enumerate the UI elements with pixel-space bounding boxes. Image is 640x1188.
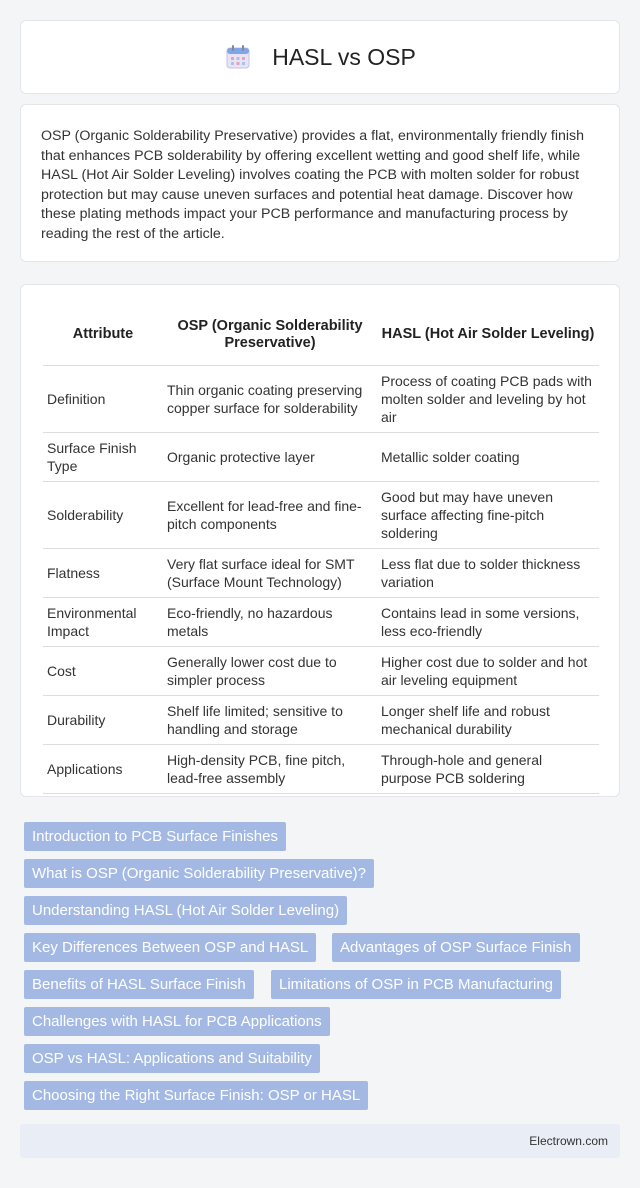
page-title: HASL vs OSP bbox=[272, 43, 416, 70]
intro-text: OSP (Organic Solderability Preservative) provides a flat, environmentally friendly finish that enhances PCB solderability by offering excellent wetting and good shelf life, while HASL (Hot Air Solder Leveling) involves coating the PCB with molten solder for robust protection but may cause uneven surfaces and potential heat damage. Discover how these plating methods impact your PCB performance and manufacturing process by reading the rest of the article. bbox=[41, 128, 585, 242]
table-cell: Surface Finish Type bbox=[43, 432, 163, 481]
table-cell: Shelf life limited; sensitive to handling and storage bbox=[163, 695, 377, 744]
link-understanding-hasl[interactable]: Understanding HASL (Hot Air Solder Leveling) bbox=[24, 896, 347, 925]
table-cell: Applications bbox=[43, 744, 163, 793]
table-cell: Definition bbox=[43, 365, 163, 432]
table-cell: Very flat surface ideal for SMT (Surface Mount Technology) bbox=[163, 548, 377, 597]
link-choosing-finish[interactable]: Choosing the Right Surface Finish: OSP or HASL bbox=[24, 1081, 368, 1110]
table-cell: Eco-friendly, no hazardous metals bbox=[163, 597, 377, 646]
table-cell: Process of coating PCB pads with molten solder and leveling by hot air bbox=[377, 365, 599, 432]
table-row bbox=[43, 365, 599, 432]
table-cell: Thin organic coating preserving copper surface for solderability bbox=[163, 365, 377, 432]
table-cell: Generally lower cost due to simpler process bbox=[163, 646, 377, 695]
table-row bbox=[43, 481, 599, 548]
table-cell: Cost bbox=[43, 646, 163, 695]
calendar-icon bbox=[224, 43, 252, 71]
column-header: OSP (Organic Solderability Preservative) bbox=[163, 303, 377, 365]
link-challenges-hasl[interactable]: Challenges with HASL for PCB Applications bbox=[24, 1007, 330, 1036]
table-cell: Flatness bbox=[43, 548, 163, 597]
table-cell: Less flat due to solder thickness variation bbox=[377, 548, 599, 597]
table-cell: Longer shelf life and robust mechanical durability bbox=[377, 695, 599, 744]
table-row bbox=[43, 695, 599, 744]
footer-site-name: Electrown.com bbox=[529, 1134, 608, 1148]
table-row bbox=[43, 646, 599, 695]
table-cell: Higher cost due to solder and hot air leveling equipment bbox=[377, 646, 599, 695]
footer bbox=[20, 1124, 620, 1158]
table-cell: Solderability bbox=[43, 481, 163, 548]
link-what-is-osp[interactable]: What is OSP (Organic Solderability Preservative)? bbox=[24, 859, 374, 888]
table-cell: Durability bbox=[43, 695, 163, 744]
table-cell: Organic protective layer bbox=[163, 432, 377, 481]
column-header: Attribute bbox=[43, 303, 163, 365]
table-row bbox=[43, 548, 599, 597]
comparison-table-card bbox=[20, 284, 620, 797]
table-cell: Good but may have uneven surface affecting fine-pitch soldering bbox=[377, 481, 599, 548]
table-row bbox=[43, 597, 599, 646]
link-key-differences[interactable]: Key Differences Between OSP and HASL bbox=[24, 933, 316, 962]
intro-card bbox=[20, 104, 620, 262]
link-introduction[interactable]: Introduction to PCB Surface Finishes bbox=[24, 822, 286, 851]
column-header: HASL (Hot Air Solder Leveling) bbox=[377, 303, 599, 365]
table-cell: Contains lead in some versions, less eco-friendly bbox=[377, 597, 599, 646]
table-cell: High-density PCB, fine pitch, lead-free assembly bbox=[163, 744, 377, 793]
comparison-table bbox=[43, 303, 599, 794]
table-row bbox=[43, 432, 599, 481]
table-cell: Metallic solder coating bbox=[377, 432, 599, 481]
table-row bbox=[43, 744, 599, 793]
link-benefits-hasl[interactable]: Benefits of HASL Surface Finish bbox=[24, 970, 254, 999]
link-limitations-osp[interactable]: Limitations of OSP in PCB Manufacturing bbox=[271, 970, 561, 999]
table-cell: Environmental Impact bbox=[43, 597, 163, 646]
link-applications-suitability[interactable]: OSP vs HASL: Applications and Suitability bbox=[24, 1044, 320, 1073]
link-advantages-osp[interactable]: Advantages of OSP Surface Finish bbox=[332, 933, 580, 962]
title-card bbox=[20, 20, 620, 94]
table-cell: Excellent for lead-free and fine-pitch components bbox=[163, 481, 377, 548]
table-header-row bbox=[43, 303, 599, 365]
table-cell: Through-hole and general purpose PCB soldering bbox=[377, 744, 599, 793]
